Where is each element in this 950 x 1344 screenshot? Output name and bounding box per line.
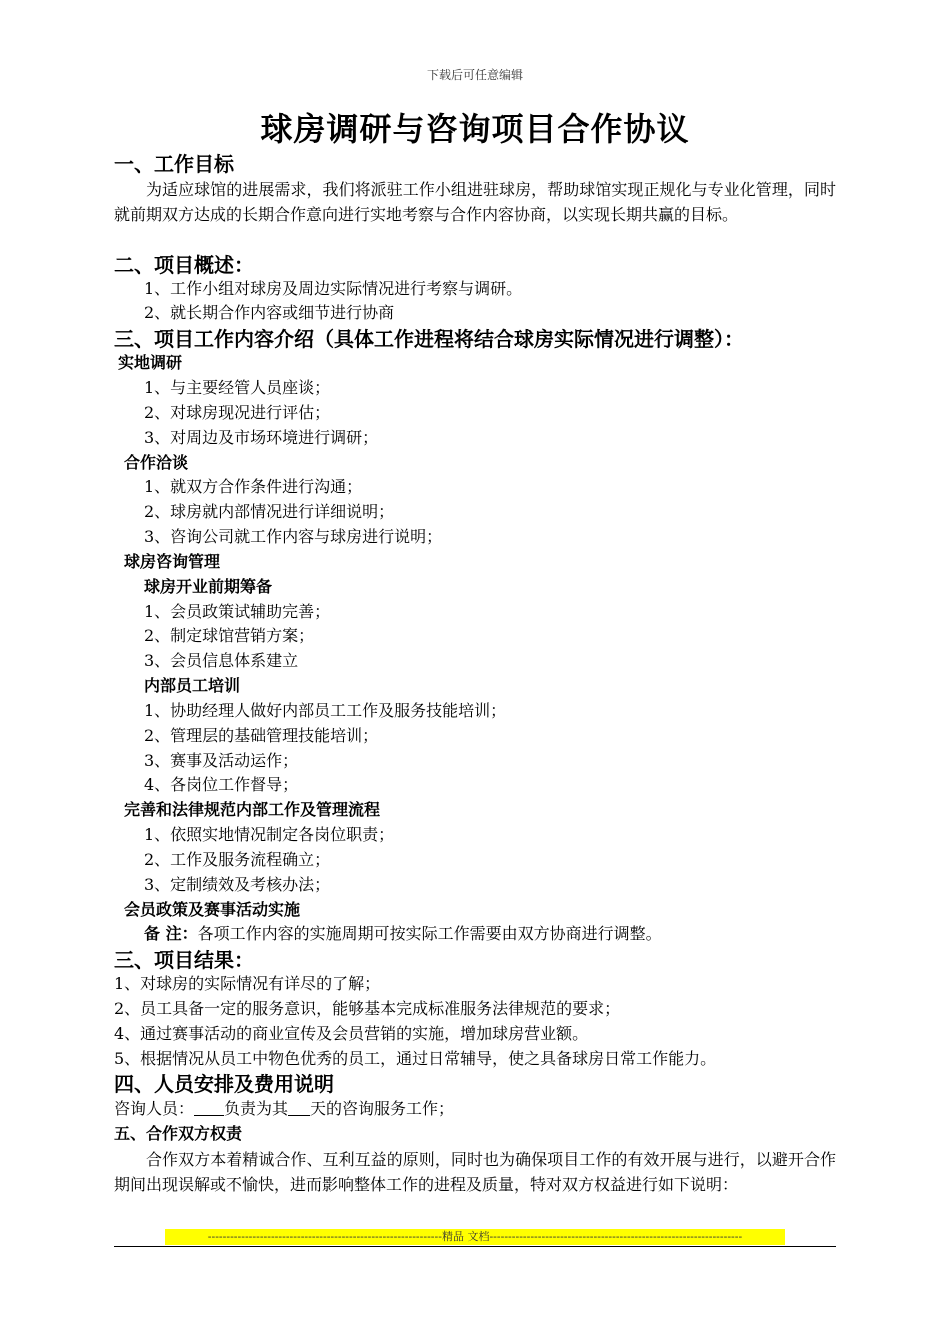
staffing-label: 咨询人员： (114, 1099, 195, 1118)
staffing-middle: 负责为其 (224, 1099, 289, 1118)
footer-divider (114, 1246, 836, 1247)
section-heading-work-content: 三、项目工作内容介绍（具体工作进程将结合球房实际情况进行调整）： (114, 327, 744, 351)
results-item: 4、通过赛事活动的商业宣传及会员营销的实施，增加球房营业额。 (114, 1024, 589, 1043)
results-item: 2、员工具备一定的服务意识，能够基本完成标准服务法律规范的要求； (114, 999, 621, 1018)
remark-label: 备 注： (144, 924, 198, 943)
goal-paragraph: 为适应球馆的进展需求，我们将派驻工作小组进驻球房，帮助球馆实现正规化与专业化管理，同时就前期双方达成的长期合作意向进行实地考察与合作内容协商，以实现长期共赢的目标。 (114, 180, 836, 224)
document-title: 球房调研与咨询项目合作协议 (260, 110, 690, 148)
footer-dashes-left: --------------------------------------------------------------- (207, 1230, 442, 1243)
section-heading-staffing: 四、人员安排及费用说明 (114, 1072, 334, 1096)
subheading-consulting: 球房咨询管理 (124, 552, 221, 571)
training-item: 3、赛事及活动运作； (144, 751, 299, 770)
days-blank (288, 1099, 310, 1116)
negotiation-item: 2、球房就内部情况进行详细说明； (144, 502, 395, 521)
prep-item: 2、制定球馆营销方案； (144, 626, 315, 645)
prep-item: 3、会员信息体系建立 (144, 651, 299, 670)
consultant-blank (194, 1099, 224, 1116)
rights-paragraph: 合作双方本着精诚合作、互利互益的原则，同时也为确保项目工作的有效开展与进行，以避开合作期间出现误解或不愉快，进而影响整体工作的进程及质量，特对双方权益进行如下说明： (114, 1150, 836, 1194)
section-heading-overview: 二、项目概述： (114, 253, 254, 277)
header-note: 下载后可任意编辑 (426, 68, 523, 82)
subheading-training: 内部员工培训 (144, 676, 241, 695)
training-item: 2、管理层的基础管理技能培训； (144, 726, 379, 745)
survey-item: 2、对球房现况进行评估； (144, 403, 331, 422)
subheading-member-policy: 会员政策及赛事活动实施 (124, 900, 301, 919)
overview-item: 1、工作小组对球房及周边实际情况进行考察与调研。 (144, 279, 523, 298)
negotiation-item: 3、咨询公司就工作内容与球房进行说明； (144, 527, 443, 546)
results-item: 5、根据情况从员工中物色优秀的员工，通过日常辅导，使之具备球房日常工作能力。 (114, 1049, 717, 1068)
subheading-survey: 实地调研 (118, 353, 183, 372)
survey-item: 1、与主要经管人员座谈； (144, 378, 331, 397)
survey-item: 3、对周边及市场环境进行调研； (144, 428, 379, 447)
subheading-negotiation: 合作洽谈 (124, 453, 189, 472)
subheading-process: 完善和法律规范内部工作及管理流程 (124, 800, 381, 819)
overview-item: 2、就长期合作内容或细节进行协商 (144, 303, 395, 322)
process-item: 2、工作及服务流程确立； (144, 850, 331, 869)
training-item: 4、各岗位工作督导； (144, 775, 299, 794)
training-item: 1、协助经理人做好内部员工工作及服务技能培训； (144, 701, 507, 720)
results-item: 1、对球房的实际情况有详尽的了解； (114, 974, 381, 993)
negotiation-item: 1、就双方合作条件进行沟通； (144, 477, 363, 496)
section-heading-rights: 五、合作双方权责 (114, 1124, 243, 1143)
section-heading-goal: 一、工作目标 (114, 152, 234, 176)
process-item: 1、依照实地情况制定各岗位职责； (144, 825, 395, 844)
prep-item: 1、会员政策试辅助完善； (144, 602, 331, 621)
footer-label: 精品 文档 (441, 1230, 490, 1243)
footer-banner (165, 1229, 785, 1245)
staffing-end: 天的咨询服务工作； (310, 1099, 455, 1118)
remark-line (144, 922, 662, 946)
process-item: 3、定制绩效及考核办法； (144, 875, 331, 894)
subheading-opening-prep: 球房开业前期筹备 (144, 577, 273, 596)
staffing-line (114, 1097, 454, 1121)
footer-dashes-right: -------------------------------------------------------------------- (489, 1230, 743, 1243)
section-heading-results: 三、项目结果： (114, 948, 254, 972)
remark-text: 各项工作内容的实施周期可按实际工作需要由双方协商进行调整。 (197, 924, 662, 943)
